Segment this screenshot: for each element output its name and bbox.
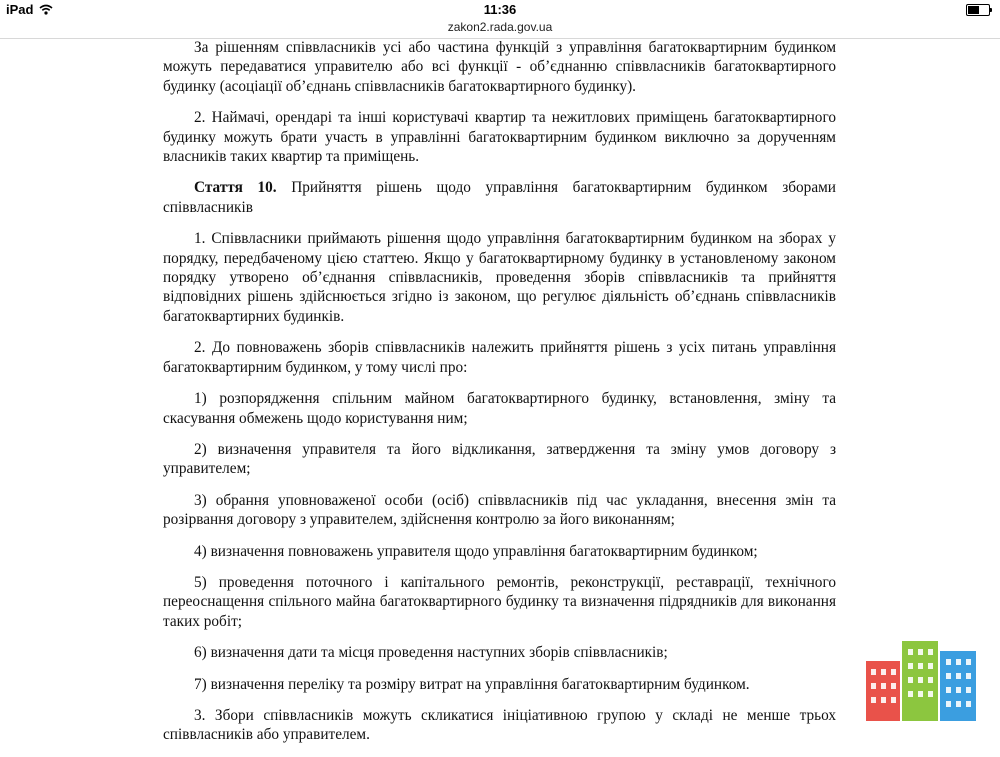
- article-title: Прийняття рішень щодо управління багатоквартирним будинком зборами співвласників: [163, 179, 836, 216]
- paragraph: 2. До повноважень зборів співвласників належить прийняття рішень з усіх питань управління багатоквартирним будинком, у тому числі про:: [163, 339, 836, 376]
- list-item: 7) визначення переліку та розміру витрат на управління багатоквартирним будинком.: [194, 675, 750, 693]
- list-item: 3) обрання уповноваженої особи (осіб) співвласників під час укладання, внесення змін та розірвання договору з управителем, здійснення контролю за його виконанням;: [163, 491, 836, 529]
- document-body: [163, 38, 836, 757]
- paragraph: За рішенням співвласників усі або частина функцій з управління багатоквартирним будинком можуть передаватися управителю або всі функції - об’єднанню співвласників багатоквартирного будинку (асоціації об’єднань співвласників багатоквартирного будинку).: [163, 39, 836, 95]
- paragraph: 2. Наймачі, орендарі та інші користувачі квартир та нежитлових приміщень багатоквартирного будинку можуть брати участь в управлінні багатоквартирним будинком виключно за дорученням власників таких квартир та приміщень.: [163, 109, 836, 166]
- address-bar[interactable]: [0, 18, 1000, 39]
- list-item: 6) визначення дати та місця проведення наступних зборів співвласників;: [194, 644, 668, 662]
- paragraph: 3. Збори співвласників можуть скликатися ініціативною групою у складі не менше трьох співвласників або управителем.: [163, 706, 836, 744]
- buildings-logo-icon: [862, 641, 978, 721]
- paragraph: 1. Співвласники приймають рішення щодо управління багатоквартирним будинком на зборах у порядку, передбаченому цією статтею. Якщо у багатоквартирному будинку в установленому законом порядку утворено об’єднання співвласників, проведення зборів співвласників та прийняття відповідних рішень здійснюється згідно із законом, що регулює діяльність об’єднань співвласників багатоквартирних будинків.: [163, 230, 836, 325]
- article-number: Стаття 10.: [194, 179, 277, 197]
- list-item: 2) визначення управителя та його відкликання, затвердження та зміну умов договору з управителем;: [163, 440, 836, 478]
- url-text: zakon2.rada.gov.ua: [447, 20, 553, 34]
- battery-icon: [966, 4, 990, 16]
- clock: 11:36: [483, 2, 517, 17]
- list-item: 5) проведення поточного і капітального ремонтів, реконструкції, реставрації, технічного переоснащення спільного майна багатоквартирного будинку та визначення підрядників для виконання таких робіт;: [163, 573, 836, 630]
- list-item: 4) визначення повноважень управителя щодо управління багатоквартирним будинком;: [194, 542, 758, 560]
- list-item: 1) розпорядження спільним майном багатоквартирного будинку, встановлення, зміну та скасування обмежень щодо користування ним;: [163, 390, 836, 427]
- device-name: iPad: [6, 2, 34, 17]
- article-heading: [163, 178, 836, 217]
- status-bar: [0, 0, 1000, 20]
